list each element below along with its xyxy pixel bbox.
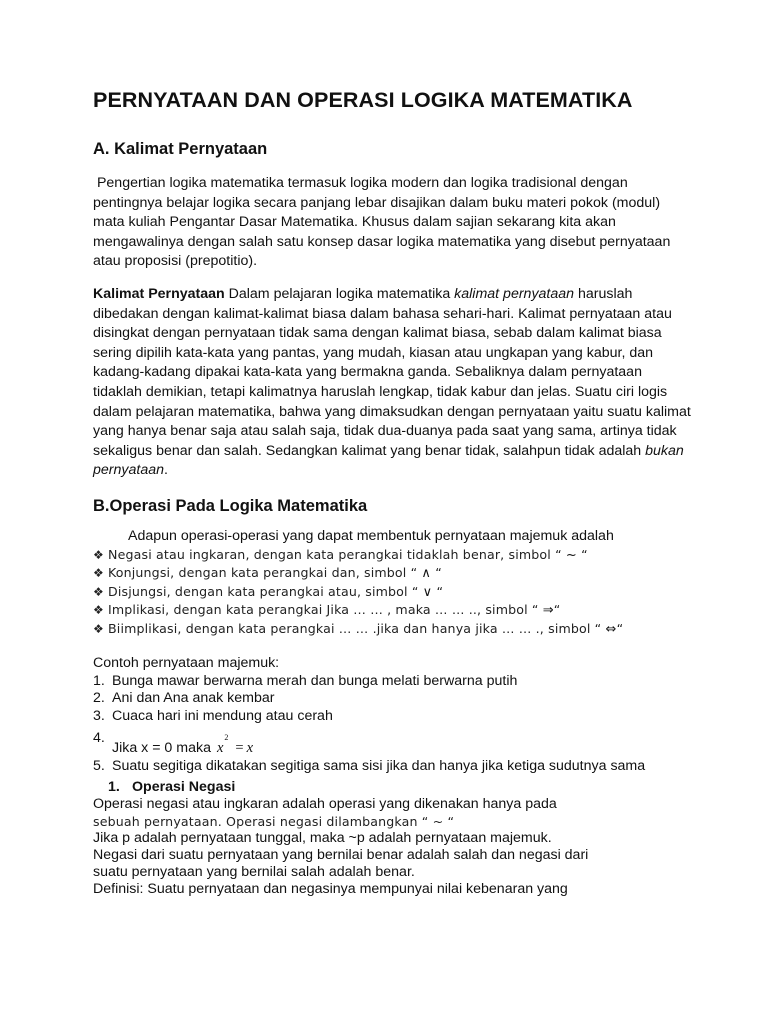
negasi-line: sebuah pernyataan. Operasi negasi dilambangkan “ ~ “ <box>93 813 455 829</box>
subsection-heading <box>108 779 693 796</box>
operation-close-quote: “ <box>616 620 624 636</box>
paragraph-italic-2: bukan pernyataan <box>93 442 684 479</box>
example-number: 2. <box>93 690 105 707</box>
subsection-number: 1. <box>108 778 120 795</box>
example-text: Suatu segitiga dikatakan segitiga sama sisi jika dan hanya jika ketiga sudutnya sama <box>112 758 646 775</box>
negasi-line: Negasi dari suatu pernyataan yang bernilai benar adalah salah dan negasi dari <box>93 846 589 863</box>
document-page <box>93 86 693 898</box>
example-item <box>93 725 693 758</box>
and-symbol-icon: ∧ <box>421 566 432 582</box>
paragraph-text-2: haruslah dibedakan dengan kalimat-kalimat biasa dalam bahasa sehari-hari. Kalimat pernyataan atau disingkat dengan pernyataan tidak sama dengan kalimat biasa, sebab dalam kalimat biasa sering dipilih kata-kata yang pantas, yang mudah, kiasan atau ungkapan yang kabur, dan kadang-kadang dipakai kata-kata yang bermakna ganda. Sebaliknya dalam pernyataan tidaklah demikian, tetapi kalimatnya haruslah lengkap, tidak kabur dan jelas. Suatu ciri logis dalam pelajaran matematika, bahwa yang dimaksudkan dengan pernyataan yaitu suatu kalimat yang hanya benar saja atau salah saja, tidak dua-duanya pada saat yang sama, artinya tidak sekaligus benar dan salah. Sedangkan kalimat yang benar tidak, salahpun tidak adalah <box>93 285 691 459</box>
paragraph-lead-bold: Kalimat Pernyataan <box>93 285 225 302</box>
operation-close-quote: “ <box>553 602 561 618</box>
diamond-bullet-icon: ❖ <box>93 566 104 581</box>
math-expression <box>216 733 254 757</box>
negasi-line: Operasi negasi atau ingkaran adalah operasi yang dikenakan hanya pada <box>93 795 557 812</box>
document-title: PERNYATAAN DAN OPERASI LOGIKA MATEMATIKA <box>93 88 633 112</box>
negasi-line: Definisi: Suatu pernyataan dan negasinya mempunyai nilai kebenaran yang <box>93 880 568 897</box>
negasi-body <box>93 796 693 898</box>
iff-arrow-icon: ⇔ <box>605 621 617 637</box>
section-a-paragraph-2 <box>93 285 693 481</box>
section-a-heading: A. Kalimat Pernyataan <box>93 140 268 158</box>
or-symbol-icon: ∨ <box>422 584 433 600</box>
example-item <box>93 690 693 708</box>
diamond-bullet-icon: ❖ <box>93 547 104 562</box>
math-exponent: 2 <box>224 733 229 743</box>
operation-text: Implikasi, dengan kata perangkai Jika … … , maka … … .., simbol “ <box>108 602 543 618</box>
operation-close-quote: “ <box>431 565 442 581</box>
operation-item-implikasi <box>93 601 693 620</box>
math-equals: = <box>235 740 244 757</box>
paragraph-italic-1: kalimat pernyataan <box>454 285 575 302</box>
operation-text: Biimplikasi, dengan kata perangkai … … .jika dan hanya jika … … ., simbol “ <box>108 620 606 636</box>
implies-arrow-icon: ⇒ <box>542 603 554 619</box>
operation-text: Negasi atau ingkaran, dengan kata perangkai tidaklah benar, simbol “ <box>108 546 566 562</box>
example-text: Ani dan Ana anak kembar <box>112 690 275 707</box>
section-b-intro: Adapun operasi-operasi yang dapat membentuk pernyataan majemuk adalah <box>128 527 614 544</box>
example-number: 1. <box>93 672 105 689</box>
example-item <box>93 758 693 776</box>
examples-heading: Contoh pernyataan majemuk: <box>93 655 280 672</box>
paragraph-text-3: . <box>164 462 168 479</box>
operation-item-disjungsi <box>93 583 693 602</box>
examples-list <box>93 673 693 776</box>
math-base: x <box>216 740 224 757</box>
operation-close-quote: “ <box>576 546 588 562</box>
example-text: Cuaca hari ini mendung atau cerah <box>112 707 333 724</box>
operation-text: Disjungsi, dengan kata perangkai atau, simbol “ <box>108 583 423 599</box>
operation-item-konjungsi <box>93 564 693 583</box>
example-item <box>93 673 693 691</box>
diamond-bullet-icon: ❖ <box>93 621 104 636</box>
paragraph-text-1: Dalam pelajaran logika matematika <box>224 285 455 302</box>
example-number: 3. <box>93 707 105 724</box>
negasi-line: Jika p adalah pernyataan tunggal, maka ~p adalah pernyataan majemuk. <box>93 829 552 846</box>
section-b-heading: B.Operasi Pada Logika Matematika <box>93 496 368 515</box>
example-item <box>93 708 693 726</box>
section-a-paragraph-1: Pengertian logika matematika termasuk logika modern dan logika tradisional dengan pentingnya belajar logika secara panjang lebar disajikan dalam buku materi pokok (modul) mata kuliah Pengantar Dasar Matematika. Khusus dalam sajian sekarang kita akan mengawalinya dengan salah satu konsep dasar logika matematika yang disebut pernyataan atau proposisi (prepotitio). <box>93 175 675 270</box>
example-number: 4. <box>93 730 105 747</box>
example-text: Jika x = 0 maka <box>112 740 211 757</box>
example-number: 5. <box>93 758 105 775</box>
negasi-line: suatu pernyataan yang bernilai salah adalah benar. <box>93 863 415 880</box>
diamond-bullet-icon: ❖ <box>93 584 104 599</box>
math-rhs: x <box>246 740 254 757</box>
subsection-title: Operasi Negasi <box>132 778 236 795</box>
example-text: Bunga mawar berwarna merah dan bunga melati berwarna putih <box>112 672 518 689</box>
diamond-bullet-icon: ❖ <box>93 603 104 618</box>
operation-item-biimplikasi <box>93 620 693 639</box>
operations-list <box>93 546 693 639</box>
tilde-symbol-icon: ~ <box>565 547 577 563</box>
operation-close-quote: “ <box>432 583 444 599</box>
operation-text: Konjungsi, dengan kata perangkai dan, simbol “ <box>108 565 422 581</box>
operation-item-negasi <box>93 546 693 565</box>
